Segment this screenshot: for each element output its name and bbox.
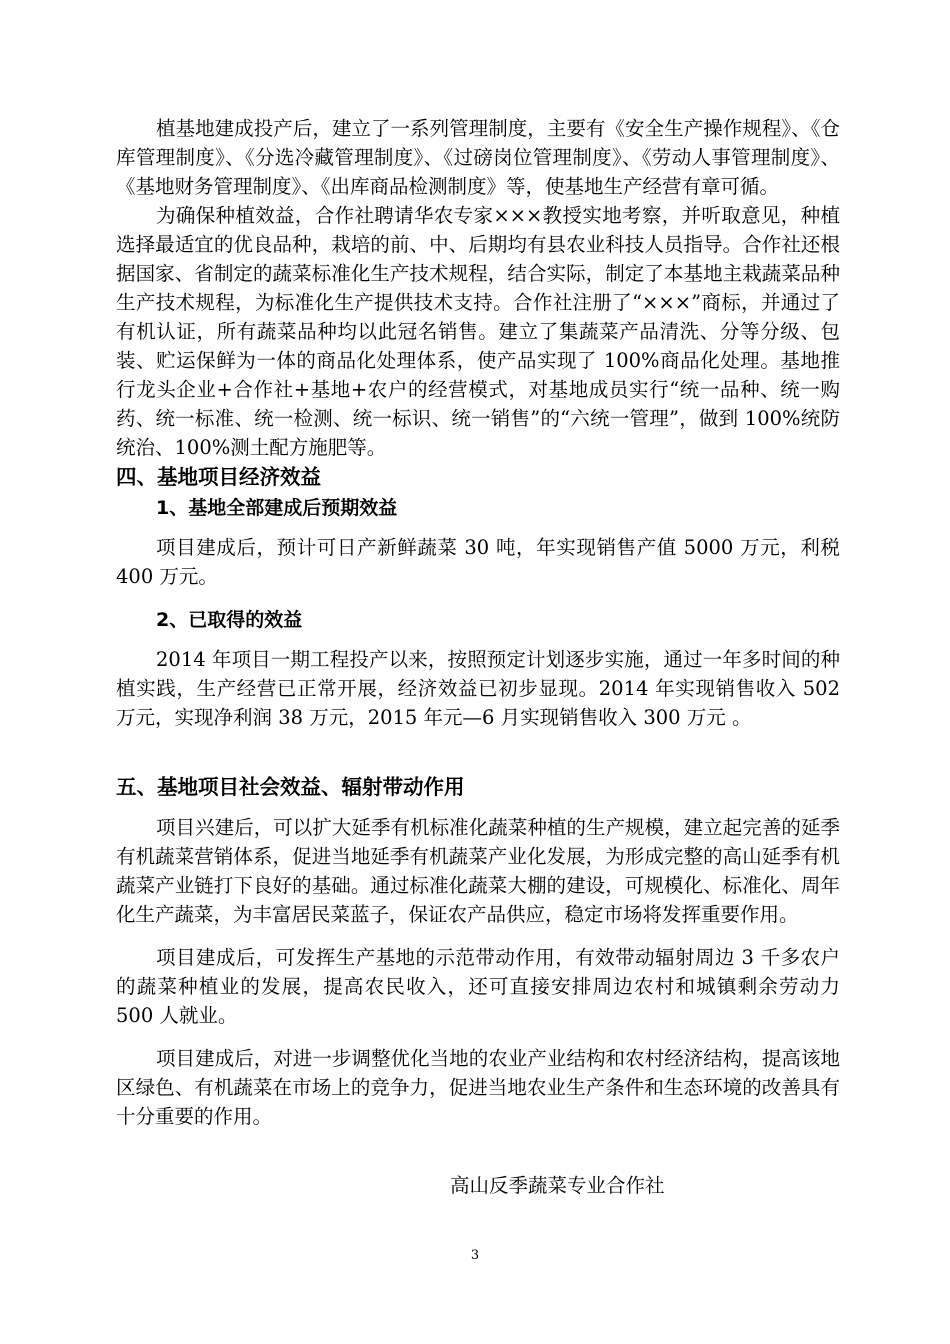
signature-organization: 高山反季蔬菜专业合作社 [450,1174,665,1197]
document-body [116,114,840,1200]
paragraph-achieved-benefit: 2014 年项目一期工程投产以来，按照预定计划逐步实施，通过一年多时间的种植实践，生产经营已正常开展，经济效益已初步显现。2014 年实现销售收入 502 万元，实现净利润 38 万元，2015 年元—6 月实现销售收入 300 万元 。 [116,648,840,729]
paragraph-planting-benefit: 为确保种植效益，合作社聘请华农专家×××教授实地考察，并听取意见，种植选择最适宜的优良品种，栽培的前、中、后期均有县农业科技人员指导。合作社还根据国家、省制定的蔬菜标准化生产技术规程，结合实际，制定了本基地主栽蔬菜品种生产技术规程，为标准化生产提供技术支持。合作社注册了“×××”商标，并通过了有机认证，所有蔬菜品种均以此冠名销售。建立了集蔬菜产品清洗、分等分级、包装、贮运保鲜为一体的商品化处理体系，使产品实现了 100%商品化处理。基地推行龙头企业+合作社+基地+农户的经营模式，对基地成员实行“统一品种、统一购药、统一标准、统一检测、统一标识、统一销售”的“六统一管理”，做到 100%统防统治、100%测土配方施肥等。 [116,204,840,459]
section-heading-economic-benefit: 四、基地项目经济效益 [116,465,321,489]
paragraph-social-benefit-3: 项目建成后，对进一步调整优化当地的农业产业结构和农村经济结构，提高该地区绿色、有机蔬菜在市场上的竞争力，促进当地农业生产条件和生态环境的改善具有十分重要的作用。 [116,1047,840,1128]
paragraph-social-benefit-2: 项目建成后，可发挥生产基地的示范带动作用，有效带动辐射周边 3 千多农户的蔬菜种植业的发展，提高农民收入，还可直接安排周边农村和城镇剩余劳动力 500 人就业。 [116,946,840,1027]
subheading-achieved-benefit: 2、已取得的效益 [156,609,303,631]
section-heading-social-benefit: 五、基地项目社会效益、辐射带动作用 [116,775,465,799]
paragraph-expected-benefit: 项目建成后，预计可日产新鲜蔬菜 30 吨，年实现销售产值 5000 万元，利税 400 万元。 [116,536,840,588]
paragraph-social-benefit-1: 项目兴建后，可以扩大延季有机标准化蔬菜种植的生产规模，建立起完善的延季有机蔬菜营销体系，促进当地延季有机蔬菜产业化发展，为形成完整的高山延季有机蔬菜产业链打下良好的基础。通过标准化蔬菜大棚的建设，可规模化、标准化、周年化生产蔬菜，为丰富居民菜蓝子，保证农产品供应，稳定市场将发挥重要作用。 [116,816,840,926]
subheading-expected-benefit: 1、基地全部建成后预期效益 [156,497,398,519]
page-number: 3 [470,1248,480,1263]
paragraph-management-system: 植基地建成投产后，建立了一系列管理制度，主要有《安全生产操作规程》、《仓库管理制度》、《分选冷藏管理制度》、《过磅岗位管理制度》、《劳动人事管理制度》、《基地财务管理制度》、《出库商品检测制度》等，使基地生产经营有章可循。 [116,117,840,198]
